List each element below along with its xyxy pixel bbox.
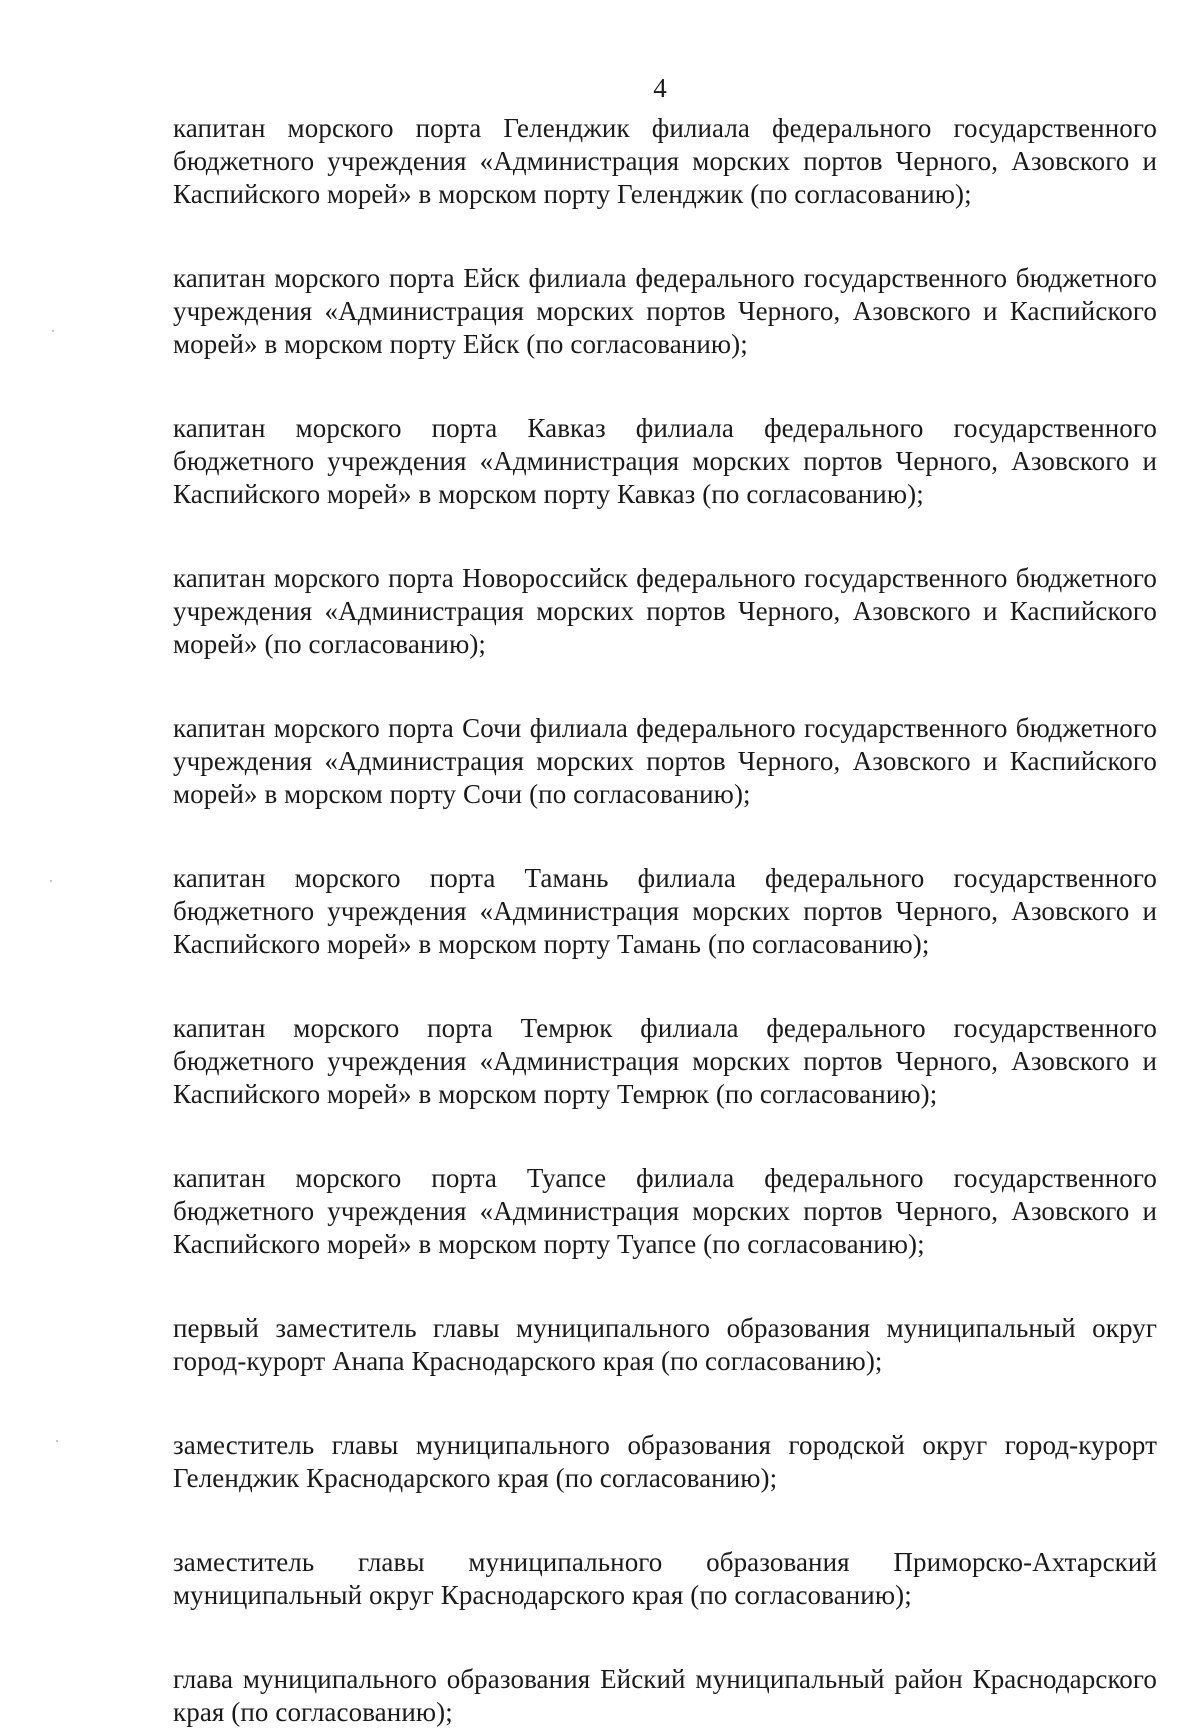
list-item: первый заместитель главы муниципального образования муниципальный округ город-курорт Анапа Краснодарского края (по согласованию); xyxy=(173,1313,1157,1376)
list-item: заместитель главы муниципального образования Приморско-Ахтарский муниципальный округ Краснодарского края (по согласованию); xyxy=(173,1547,1157,1610)
list-item: глава муниципального образования Ейский муниципальный район Краснодарского края (по согласованию); xyxy=(173,1664,1157,1727)
scan-speck xyxy=(50,880,52,882)
list-item: капитан морского порта Новороссийск федерального государственного бюджетного учреждения «Администрация морских портов Черного, Азовского и Каспийского морей» (по согласованию); xyxy=(173,563,1157,659)
list-item: капитан морского порта Сочи филиала федерального государственного бюджетного учреждения «Администрация морских портов Черного, Азовского и Каспийского морей» в морском порту Сочи (по согласованию); xyxy=(173,713,1157,809)
document-body xyxy=(173,112,1157,1729)
page-number: 4 xyxy=(653,73,667,103)
list-item: заместитель главы муниципального образования городской округ город-курорт Геленджик Краснодарского края (по согласованию); xyxy=(173,1430,1157,1493)
list-item: капитан морского порта Геленджик филиала федерального государственного бюджетного учреждения «Администрация морских портов Черного, Азовского и Каспийского морей» в морском порту Геленджик (по согласованию); xyxy=(173,113,1157,209)
list-item: капитан морского порта Ейск филиала федерального государственного бюджетного учреждения «Администрация морских портов Черного, Азовского и Каспийского морей» в морском порту Ейск (по согласованию); xyxy=(173,263,1157,359)
scan-speck xyxy=(56,1440,58,1442)
list-item: капитан морского порта Темрюк филиала федерального государственного бюджетного учреждения «Администрация морских портов Черного, Азовского и Каспийского морей» в морском порту Темрюк (по согласованию); xyxy=(173,1013,1157,1109)
list-item: капитан морского порта Кавказ филиала федерального государственного бюджетного учреждения «Администрация морских портов Черного, Азовского и Каспийского морей» в морском порту Кавказ (по согласованию); xyxy=(173,413,1157,509)
list-item: капитан морского порта Тамань филиала федерального государственного бюджетного учреждения «Администрация морских портов Черного, Азовского и Каспийского морей» в морском порту Тамань (по согласованию); xyxy=(173,863,1157,959)
scan-speck xyxy=(52,330,54,332)
list-item: капитан морского порта Туапсе филиала федерального государственного бюджетного учреждения «Администрация морских портов Черного, Азовского и Каспийского морей» в морском порту Туапсе (по согласованию); xyxy=(173,1163,1157,1259)
